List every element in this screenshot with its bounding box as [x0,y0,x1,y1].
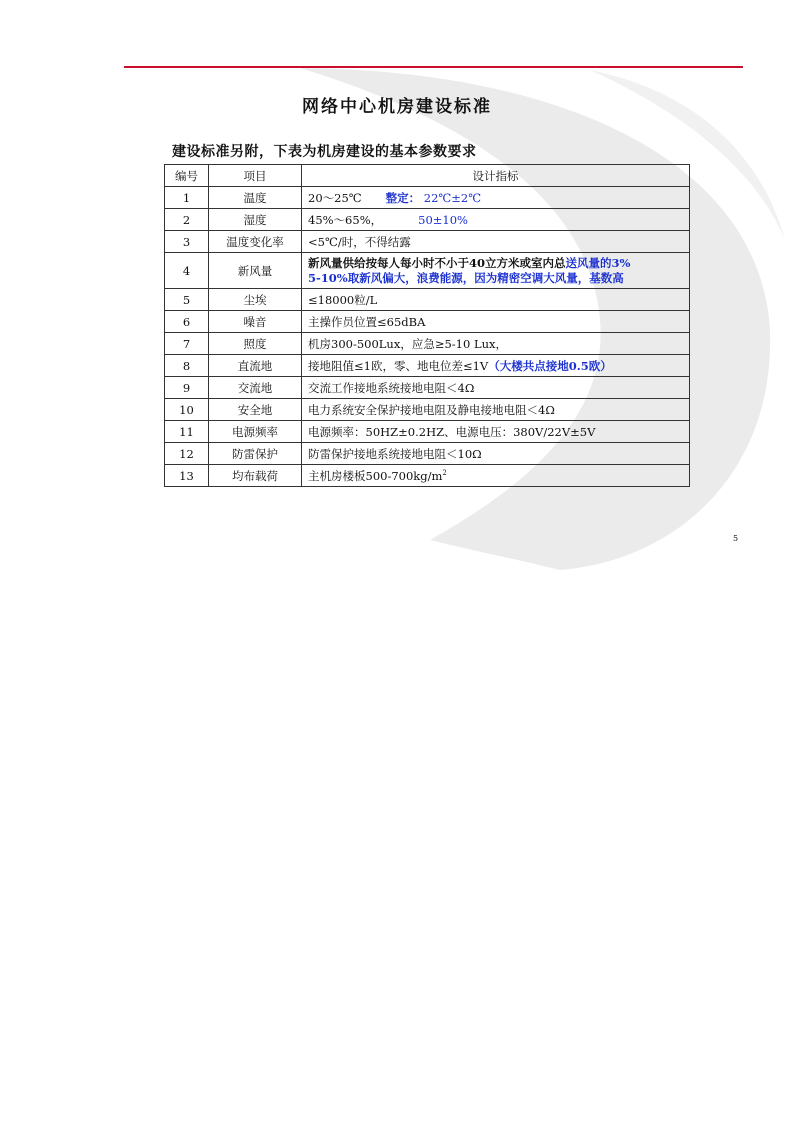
row-number: 4 [165,253,209,289]
row-value: 电源频率：50HZ±0.2HZ、电源电压：380V/22V±5V [302,421,690,443]
row-number: 5 [165,289,209,311]
row-value: 电力系统安全保护接地电阻及静电接地电阻＜4Ω [302,399,690,421]
table-header-row [165,165,690,187]
row-item: 噪音 [209,311,302,333]
table-row [165,421,690,443]
row-item: 交流地 [209,377,302,399]
row-item: 安全地 [209,399,302,421]
row-number: 3 [165,231,209,253]
row-value [302,209,690,231]
row-value [302,465,690,487]
table-row [165,355,690,377]
table-row [165,231,690,253]
row-item: 防雷保护 [209,443,302,465]
row-value: 交流工作接地系统接地电阻＜4Ω [302,377,690,399]
table-row [165,253,690,289]
row-value [302,253,690,289]
row-item: 湿度 [209,209,302,231]
row-item: 均布载荷 [209,465,302,487]
value-text: 45%～65%， [308,212,383,227]
value-text: 主机房楼板500-700kg/m [308,468,443,483]
page-title: 网络中心机房建设标准 [302,97,492,117]
humidity-target: 50±10% [418,212,468,227]
row-item: 照度 [209,333,302,355]
header-rule [124,66,743,68]
fresh-air-note: 5-10%取新风偏大，浪费能源，因为精密空调大风量，基数高 [308,270,624,285]
row-number: 13 [165,465,209,487]
row-value [302,355,690,377]
row-value: <5℃/时，不得结露 [302,231,690,253]
row-number: 8 [165,355,209,377]
row-item: 尘埃 [209,289,302,311]
row-number: 10 [165,399,209,421]
table-row [165,465,690,487]
fresh-air-highlight: 送风量的3% [565,255,631,270]
table-row [165,289,690,311]
table-row [165,187,690,209]
spec-table [164,164,690,487]
row-item: 直流地 [209,355,302,377]
header-item: 项目 [209,165,302,187]
grounding-note: （大楼共点接地0.5欧） [488,358,612,373]
table-row [165,399,690,421]
row-number: 2 [165,209,209,231]
table-row [165,443,690,465]
row-item: 新风量 [209,253,302,289]
table-row [165,377,690,399]
setpoint-label: 整定： [385,190,421,205]
row-number: 1 [165,187,209,209]
table-row [165,209,690,231]
row-number: 9 [165,377,209,399]
setpoint-value: 22℃±2℃ [423,190,482,205]
intro-text: 建设标准另附，下表为机房建设的基本参数要求 [172,144,477,160]
row-value: 防雷保护接地系统接地电阻＜10Ω [302,443,690,465]
row-number: 12 [165,443,209,465]
table-row [165,311,690,333]
superscript: 2 [442,468,447,477]
row-number: 11 [165,421,209,443]
row-item: 温度 [209,187,302,209]
table-row [165,333,690,355]
value-text: 20～25℃ [308,190,362,205]
row-number: 7 [165,333,209,355]
header-no: 编号 [165,165,209,187]
value-text: 接地阻值≤1欧，零、地电位差≤1V [308,358,489,373]
header-value: 设计指标 [302,165,690,187]
page-number: 5 [733,534,739,543]
row-item: 电源频率 [209,421,302,443]
row-value: 机房300-500Lux，应急≥5-10 Lux， [302,333,690,355]
row-value [302,187,690,209]
row-number: 6 [165,311,209,333]
row-value: ≤18000粒/L [302,289,690,311]
fresh-air-text: 新风量供给按每人每小时不小于40立方米或室内总 [308,255,566,270]
row-value: 主操作员位置≤65dBA [302,311,690,333]
row-item: 温度变化率 [209,231,302,253]
